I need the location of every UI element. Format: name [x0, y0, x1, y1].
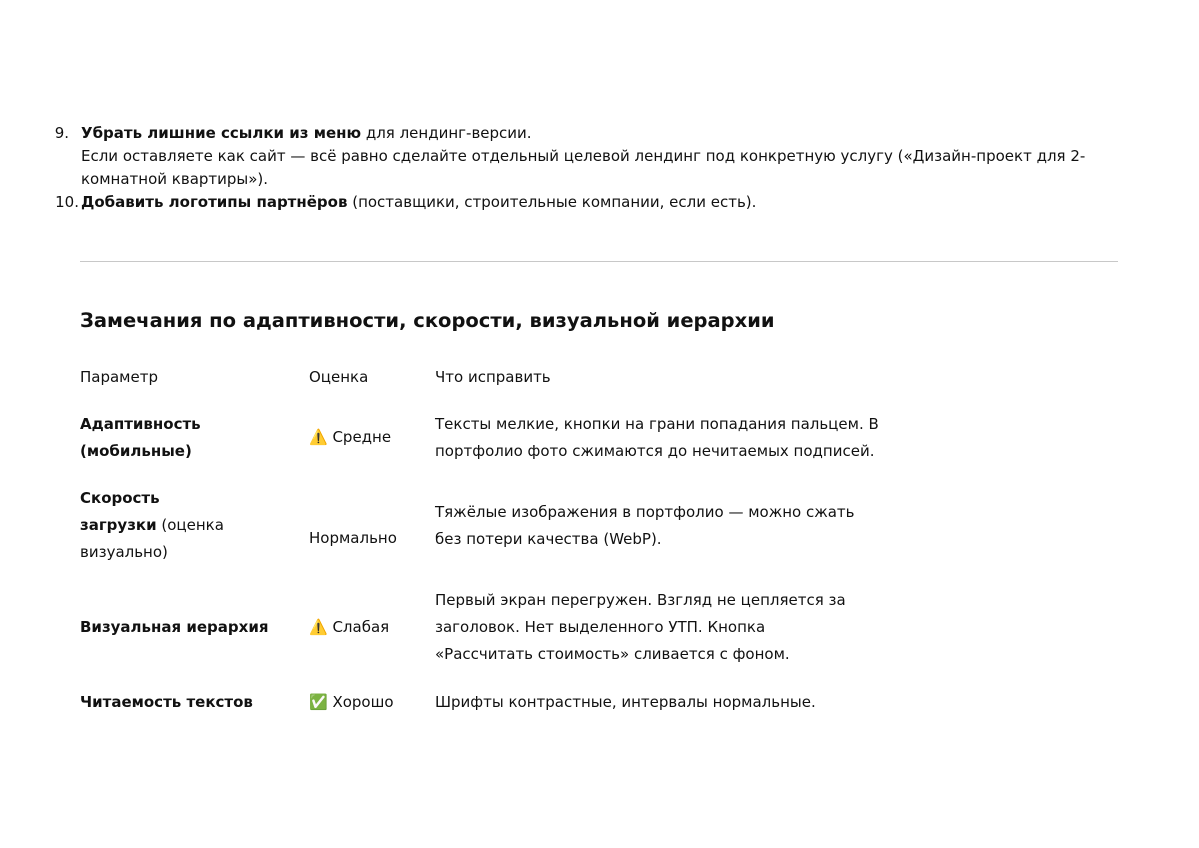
divider: [80, 261, 1118, 262]
section-title: Замечания по адаптивности, скорости, визуальной иерархии: [80, 309, 775, 332]
row-parameter-bold: Читаемость текстов: [80, 693, 253, 711]
list-item-text: [81, 122, 1110, 145]
row-fix: Шрифты контрастные, интервалы нормальные.: [435, 693, 816, 711]
list-item-number: 10.: [55, 193, 79, 211]
row-parameter-bold: Скорость загрузки: [80, 489, 160, 534]
row-parameter: [80, 614, 295, 641]
row-parameter-bold: Визуальная иерархия: [80, 618, 269, 636]
column-header-rating: Оценка: [309, 368, 369, 386]
row-fix: Тексты мелкие, кнопки на грани попадания пальцем. В портфолио фото сжимаются до нечитаемых подписей.: [435, 415, 879, 460]
list-item-note: Если оставляете как сайт — всё равно сделайте отдельный целевой лендинг под конкретную услугу («Дизайн-проект для 2-комнатной квартиры»).: [81, 147, 1086, 188]
row-parameter: [80, 689, 295, 716]
list-item-rest: (поставщики, строительные компании, если есть).: [347, 193, 757, 211]
evaluation-table: [80, 364, 900, 711]
row-rating: Нормально: [309, 529, 397, 547]
table-header-row: [80, 364, 900, 392]
row-fix: Первый экран перегружен. Взгляд не цепляется за заголовок. Нет выделенного УТП. Кнопка «Рассчитать стоимость» сливается с фоном.: [435, 591, 846, 663]
list-item-text: [81, 191, 1110, 214]
list-item-rest: для лендинг-версии.: [361, 124, 532, 142]
row-rating: ⚠️ Средне: [309, 428, 392, 446]
list-item-bold: Убрать лишние ссылки из меню: [81, 124, 362, 142]
list-item-bold: Добавить логотипы партнёров: [81, 193, 348, 211]
row-rating: ⚠️ Слабая: [309, 618, 390, 636]
list-item-number: 9.: [54, 124, 69, 142]
row-parameter-bold: Адаптивность (мобильные): [80, 415, 201, 460]
row-fix: Тяжёлые изображения в портфолио — можно сжать без потери качества (WebP).: [435, 503, 855, 548]
column-header-parameter: Параметр: [80, 368, 158, 386]
row-rating: ✅ Хорошо: [309, 693, 394, 711]
row-parameter: [80, 485, 230, 566]
list-item: [0, 122, 1110, 191]
numbered-list: [0, 122, 1110, 214]
list-item: [0, 191, 1110, 214]
row-parameter: [80, 411, 295, 465]
row-parameter-rest: (оценка визуально): [80, 516, 224, 561]
column-header-fix: Что исправить: [435, 368, 551, 386]
